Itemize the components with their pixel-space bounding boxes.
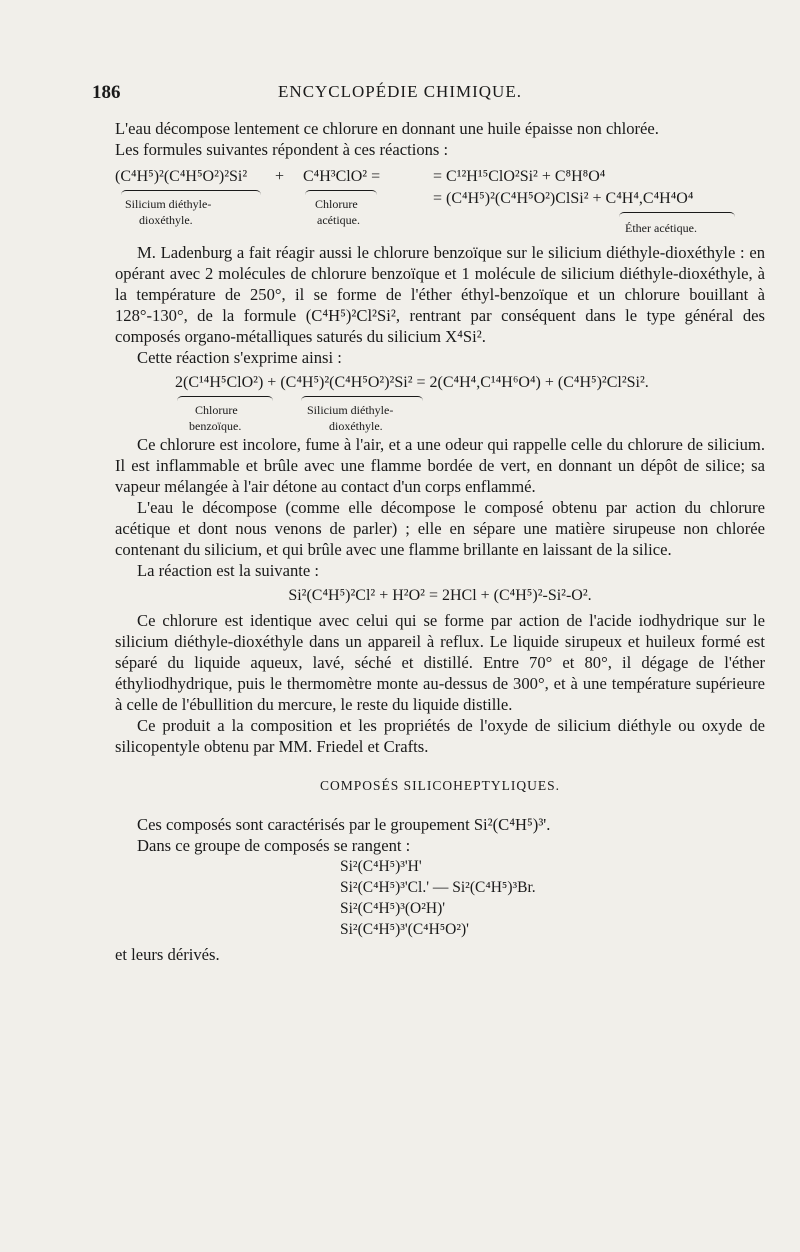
formula-label: Chlorure (195, 403, 238, 417)
paragraph: M. Ladenburg a fait réagir aussi le chlorure benzoïque sur le silicium diéthyle-dioxéthyle : en opérant avec 2 molécules de chlorure benzoïque et 1 molécule de silicium diéthyle-dioxéthyle, à la température de 250°, il se forme de l'éther éthyl-benzoïque et un chlorure bouillant à 128°-130°, de la formule (C⁴H⁵)²Cl²Si², rentrant par conséquent dans le type général des composés organo-métalliques saturés du silicium X⁴Si². (115, 243, 765, 346)
group-formula: Si²(C⁴H⁵)³'Cl.' — Si²(C⁴H⁵)³Br. (340, 879, 536, 896)
section-title: COMPOSÉS SILICOHEPTYLIQUES. (319, 778, 561, 793)
paragraph: Ce chlorure est incolore, fume à l'air, et a une odeur qui rappelle celle du chlorure de silicium. Il est inflammable et brûle avec une flamme bordée de vert, en donnant un dépôt de silice; sa vapeur mélangée à l'air détone au contact d'un corps enflammé. (115, 435, 765, 496)
formula-label: dioxéthyle. (139, 213, 193, 227)
formula-plus: + (275, 168, 285, 185)
formula-term: = (C⁴H⁵)²(C⁴H⁵O²)ClSi² + C⁴H⁴,C⁴H⁴O⁴ (433, 190, 694, 207)
paragraph: L'eau le décompose (comme elle décompose le composé obtenu par action du chlorure acétique et dont nous venons de parler) ; elle en sépare une matière sirupeuse non chlorée contenant du silicium, et qui brûle avec une flamme brillante en laissant de la silice. (115, 498, 765, 559)
paragraph: Ces composés sont caractérisés par le groupement Si²(C⁴H⁵)³'. (137, 815, 551, 834)
group-formula: Si²(C⁴H⁵)³'H' (340, 858, 422, 875)
equation-water: Si²(C⁴H⁵)²Cl² + H²O² = 2HCl + (C⁴H⁵)²-Si²-O². (288, 587, 592, 604)
formula-term: 2(C¹⁴H⁵ClO²) + (C⁴H⁵)²(C⁴H⁵O²)²Si² = 2(C⁴H⁴,C¹⁴H⁶O⁴) + (C⁴H⁵)²Cl²Si². (175, 374, 649, 391)
brace (619, 212, 735, 217)
formula-label: benzoïque. (189, 419, 242, 433)
group-formula-list (340, 856, 765, 940)
formula-term: C⁴H³ClO² = (303, 168, 381, 185)
paragraph: Cette réaction s'exprime ainsi : (137, 348, 342, 367)
page-number: 186 (92, 82, 121, 103)
paragraph: La réaction est la suivante : (137, 561, 319, 580)
equation-acetic (115, 166, 765, 242)
equation-benzoic (115, 372, 765, 434)
paragraph: Ce chlorure est identique avec celui qui se forme par action de l'acide iodhydrique sur le silicium diéthyle-dioxéthyle dans un appareil à reflux. Le liquide sirupeux et huileux formé est séparé du liquide aqueux, lavé, séché et distillé. Entre 70° et 80°, il dégage de l'éther éthyliodhydrique, puis le thermomètre monte au-dessus de 300°, et à une température supérieure à celle de l'ébullition du mercure, le reste du liquide distille. (115, 611, 765, 714)
paragraph: Ce produit a la composition et les propriétés de l'oxyde de silicium diéthyle ou oxyde de silicopentyle obtenu par MM. Friedel et Crafts. (115, 716, 765, 756)
formula-label: Éther acétique. (625, 221, 697, 235)
running-title: ENCYCLOPÉDIE CHIMIQUE. (278, 82, 522, 101)
formula-term: (C⁴H⁵)²(C⁴H⁵O²)²Si² (115, 168, 248, 185)
formula-label: acétique. (317, 213, 360, 227)
formula-label: Chlorure (315, 197, 358, 211)
formula-term: = C¹²H¹⁵ClO²Si² + C⁸H⁸O⁴ (433, 168, 606, 185)
body-text (115, 118, 765, 965)
paragraph: L'eau décompose lentement ce chlorure en donnant une huile épaisse non chlorée. (115, 119, 659, 138)
formula-label: Silicium diéthyle- (125, 197, 212, 211)
group-formula: Si²(C⁴H⁵)³(O²H)' (340, 900, 446, 917)
paragraph: Dans ce groupe de composés se rangent : (137, 836, 411, 855)
formula-label: dioxéthyle. (329, 419, 383, 433)
group-formula: Si²(C⁴H⁵)³'(C⁴H⁵O²)' (340, 921, 469, 938)
page-header (0, 82, 800, 106)
paragraph: et leurs dérivés. (115, 945, 220, 964)
formula-label: Silicium diéthyle- (307, 403, 394, 417)
paragraph: Les formules suivantes répondent à ces réactions : (115, 140, 449, 159)
